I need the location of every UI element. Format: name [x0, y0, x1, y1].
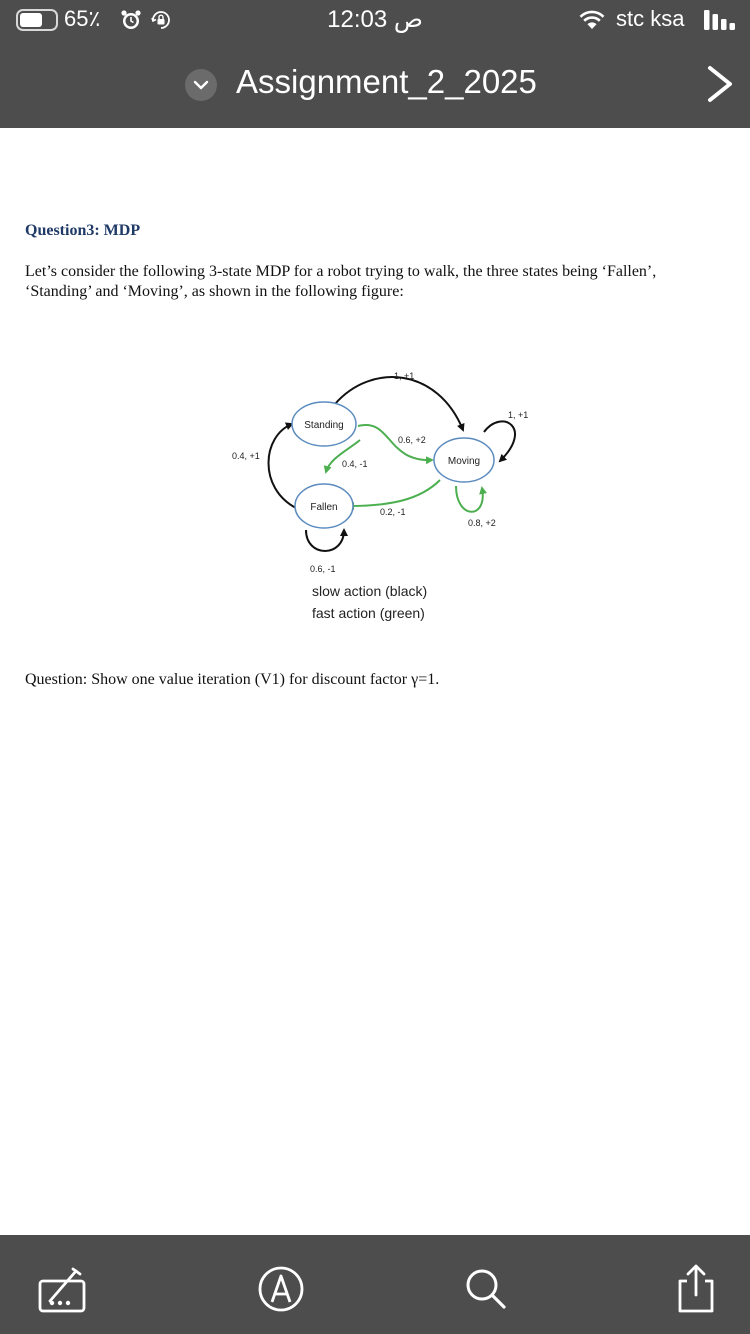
- edge-fallen-standing-slow: [269, 424, 297, 508]
- keyboard-markup-icon: [36, 1261, 92, 1317]
- legend-fast: fast action (green): [312, 605, 425, 621]
- bottom-toolbar: [0, 1235, 750, 1334]
- edge-label: 0.8, +2: [468, 518, 496, 528]
- intro-line: ‘Standing’ and ‘Moving’, as shown in the following figure:: [25, 283, 404, 300]
- markup-keyboard-button[interactable]: [36, 1261, 92, 1317]
- state-label-fallen: Fallen: [310, 502, 338, 513]
- share-icon: [668, 1261, 724, 1317]
- edge-label: 1, +1: [394, 371, 415, 381]
- edge-label: 0.6, -1: [310, 564, 336, 574]
- edge-label: 0.2, -1: [380, 507, 406, 517]
- title-dropdown-button[interactable]: [185, 69, 217, 101]
- state-label-moving: Moving: [447, 456, 481, 467]
- edge-label: 0.4, +1: [232, 451, 260, 461]
- mdp-diagram: [0, 128, 750, 648]
- title-bar: [0, 40, 750, 128]
- edge-label: 0.6, +2: [398, 435, 426, 445]
- carrier-name: stc ksa: [616, 6, 685, 31]
- document-page[interactable]: [0, 128, 750, 1235]
- chevron-down-icon: [185, 69, 217, 101]
- edge-fallen-self-slow: [306, 530, 344, 551]
- question-heading: Question3: MDP: [25, 222, 141, 239]
- edge-label: 0.4, -1: [342, 459, 368, 469]
- edge-moving-fallen-fast: [348, 480, 440, 506]
- next-button[interactable]: [700, 62, 740, 106]
- status-bar: [0, 0, 750, 40]
- wifi-icon: [578, 9, 606, 31]
- search-icon: [458, 1261, 514, 1317]
- edge-label: 1, +1: [508, 410, 529, 420]
- edge-moving-self-fast: [456, 486, 483, 512]
- battery-percentage: 65٪: [64, 6, 101, 31]
- search-button[interactable]: [458, 1261, 514, 1317]
- state-label-standing: Standing: [304, 420, 344, 431]
- document-title[interactable]: Assignment_2_2025: [236, 63, 537, 100]
- signal-icon: [703, 9, 739, 31]
- clock: 12:03 ص: [327, 6, 423, 33]
- share-button[interactable]: [668, 1261, 724, 1317]
- chevron-right-icon: [700, 62, 740, 106]
- legend-slow: slow action (black): [312, 583, 428, 599]
- markup-button[interactable]: [253, 1261, 309, 1317]
- question-text: Question: Show one value iteration (V1) for discount factor γ=1.: [25, 671, 440, 688]
- markup-pen-icon: [253, 1261, 309, 1317]
- intro-line: Let’s consider the following 3-state MDP for a robot trying to walk, the three states being ‘Fallen’,: [25, 263, 657, 280]
